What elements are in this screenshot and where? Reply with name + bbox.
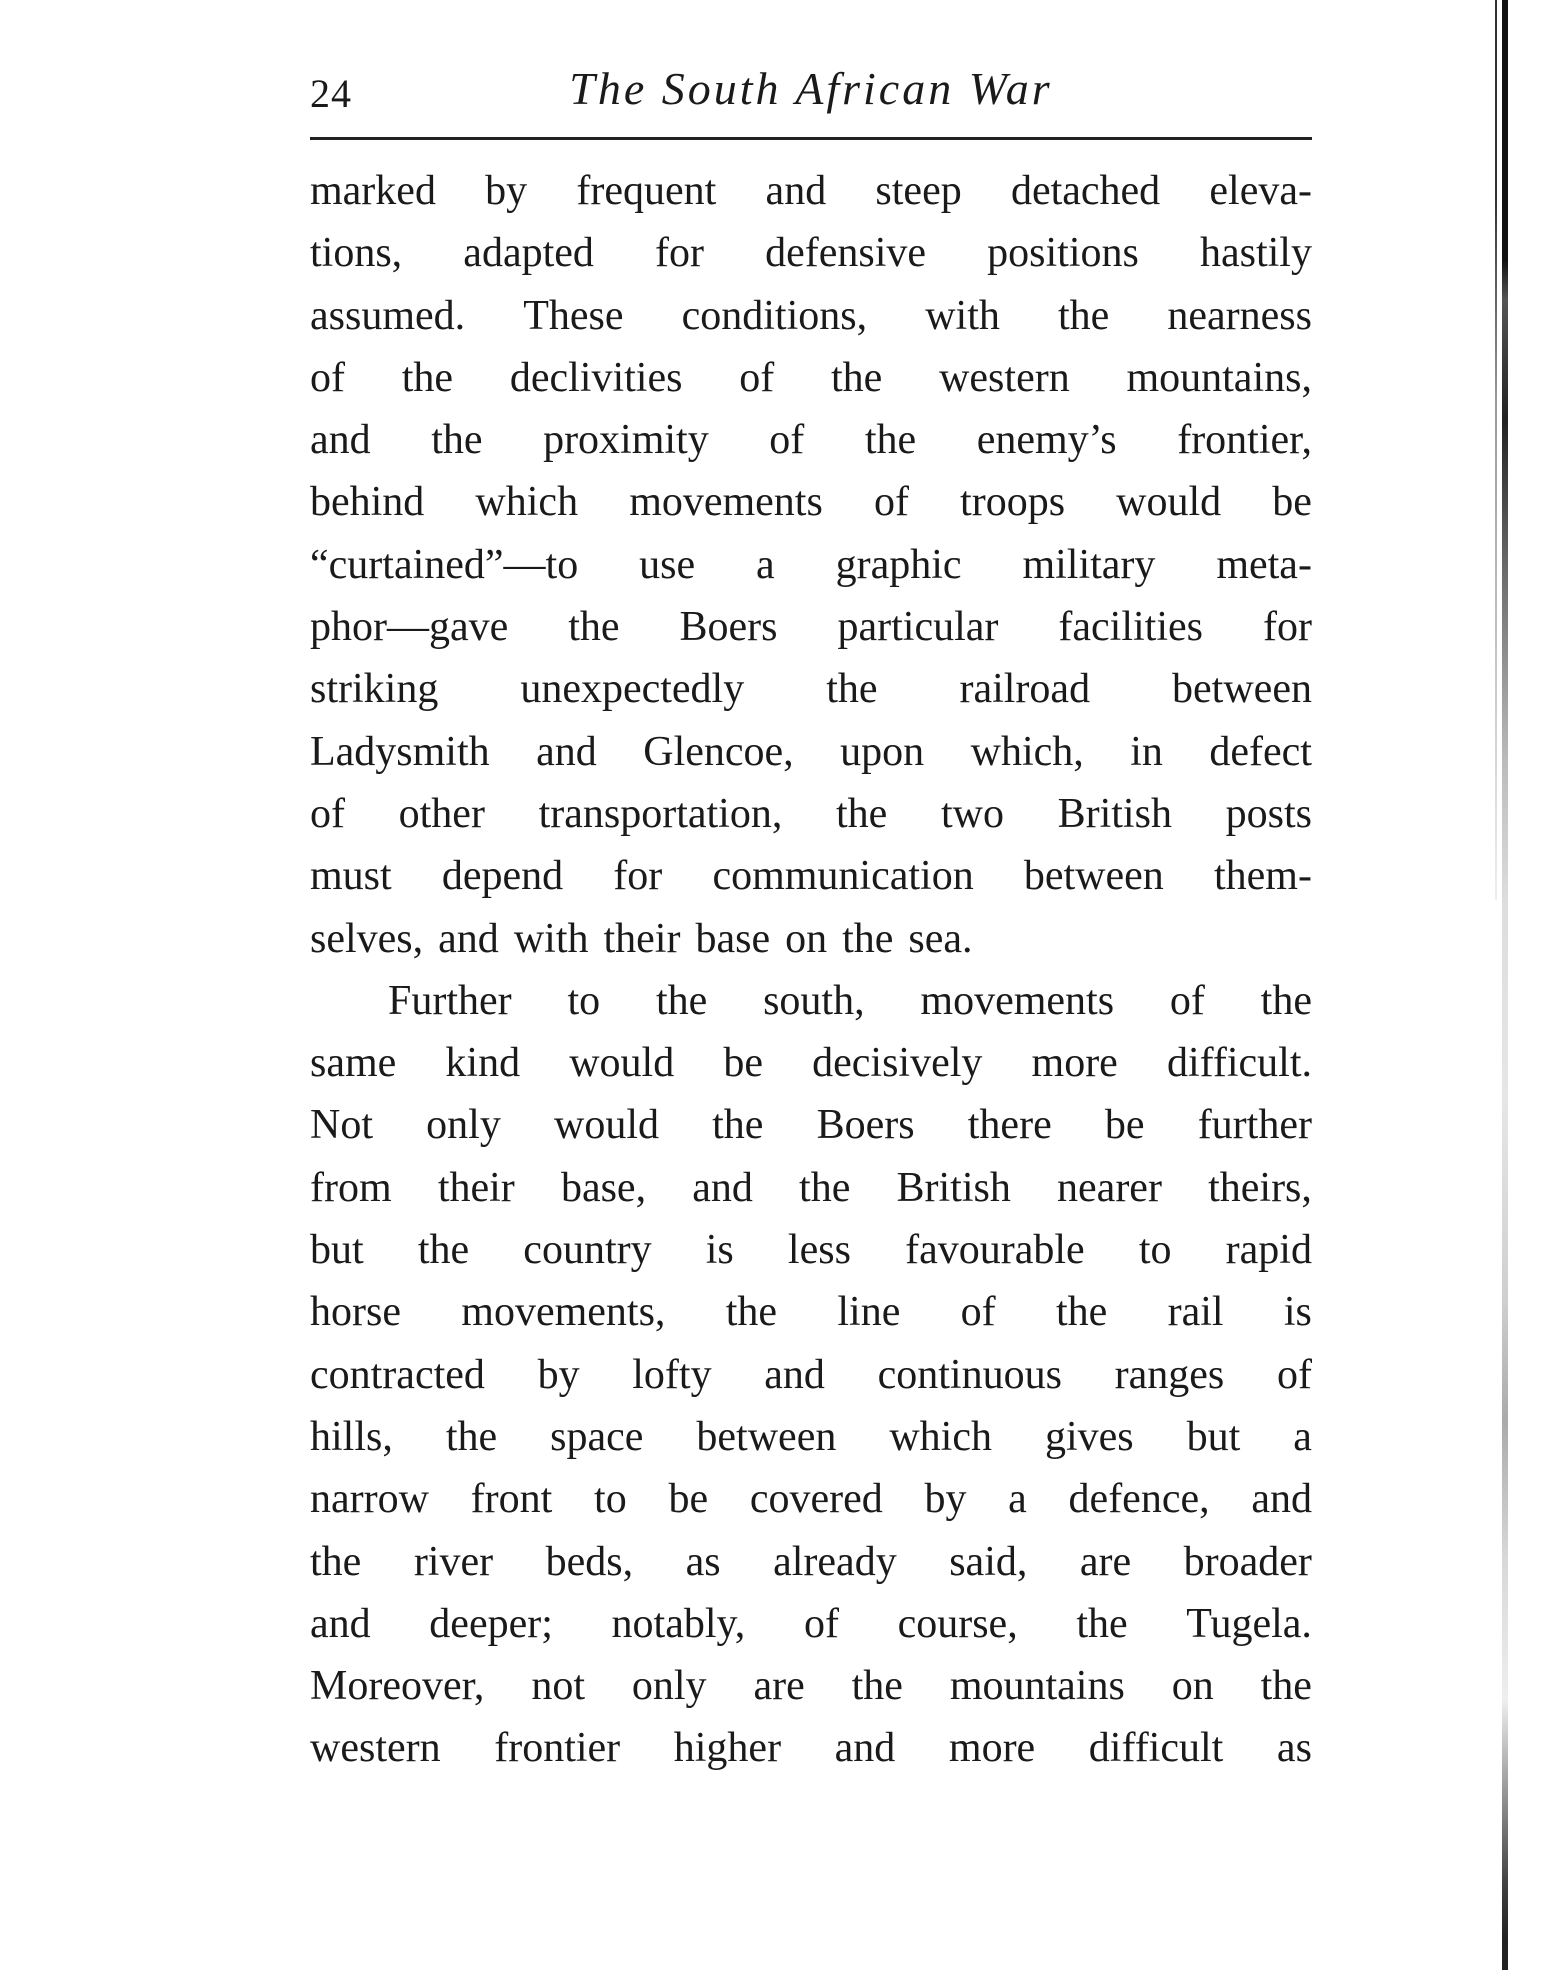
word: behind [310, 479, 425, 526]
text-line [310, 845, 1312, 907]
word: the [831, 354, 883, 401]
word: frontier, [1177, 417, 1312, 464]
word: same [310, 1040, 397, 1087]
word: Tugela. [1186, 1600, 1312, 1647]
word: said, [949, 1538, 1028, 1585]
word: covered [749, 1476, 883, 1523]
word: from [310, 1164, 392, 1211]
text-line [310, 1593, 1312, 1655]
word: and [1251, 1476, 1312, 1523]
word: which, [970, 728, 1084, 775]
word: for [1262, 604, 1312, 651]
word: the [799, 1164, 851, 1211]
text-line [310, 596, 1312, 658]
word: graphic [835, 541, 962, 588]
word: with [513, 915, 589, 962]
text-line [310, 721, 1312, 783]
word: on [1171, 1663, 1214, 1710]
word: is [705, 1227, 734, 1274]
word: of [1276, 1351, 1312, 1398]
text-line [310, 1655, 1312, 1717]
word: but [310, 1227, 364, 1274]
word: by [924, 1476, 967, 1523]
word: their [437, 1164, 515, 1211]
word: upon [840, 728, 925, 775]
word: favourable [905, 1227, 1085, 1274]
word: course, [897, 1600, 1018, 1647]
word: Ladysmith [310, 728, 490, 775]
word: a [756, 541, 775, 588]
word: proximity [543, 417, 709, 464]
word: rail [1167, 1289, 1224, 1336]
word: for [613, 853, 663, 900]
word: difficult [1088, 1725, 1224, 1772]
text-line [310, 160, 1312, 222]
word: and [310, 1600, 371, 1647]
word: notably, [611, 1600, 746, 1647]
word: Boers [816, 1102, 915, 1149]
text-line [310, 1406, 1312, 1468]
word: to [567, 977, 601, 1024]
word: the [310, 1538, 362, 1585]
word: the [1260, 977, 1312, 1024]
word: railroad [959, 666, 1091, 713]
word: unexpectedly [520, 666, 745, 713]
word: only [631, 1663, 707, 1710]
word: western [939, 354, 1070, 401]
word: base, [560, 1164, 647, 1211]
word: between [696, 1413, 837, 1460]
word: lofty [632, 1351, 712, 1398]
word: their [603, 915, 681, 962]
text-line [310, 534, 1312, 596]
page-header [310, 62, 1312, 132]
word: other [398, 790, 485, 837]
word: kind [445, 1040, 521, 1087]
word: military [1022, 541, 1156, 588]
word: are [1079, 1538, 1132, 1585]
word: positions [987, 230, 1139, 277]
text-line [310, 1219, 1312, 1281]
word: narrow [310, 1476, 429, 1523]
word: communication [712, 853, 974, 900]
word: Further [388, 977, 512, 1024]
word: must [310, 853, 392, 900]
word: and [834, 1725, 896, 1772]
word: the [417, 1227, 470, 1274]
word: marked [310, 168, 436, 214]
word: eleva- [1209, 168, 1312, 214]
text-line [310, 471, 1312, 533]
word: “curtained”—to [310, 541, 579, 588]
word: theirs, [1208, 1164, 1312, 1211]
page-number: 24 [310, 71, 352, 116]
word: are [753, 1663, 805, 1710]
word: between [1023, 853, 1164, 900]
word: front [470, 1476, 553, 1523]
word: horse [310, 1289, 401, 1336]
text-line [310, 1717, 1312, 1779]
word: the [712, 1102, 764, 1149]
word: troops [960, 479, 1066, 526]
word: of [310, 354, 345, 401]
word: striking [310, 666, 439, 713]
text-line [310, 222, 1312, 284]
word: decisively [812, 1040, 983, 1087]
running-title: The South African War [569, 63, 1053, 114]
word: use [639, 541, 696, 588]
word: Not [310, 1102, 373, 1149]
word: the [1260, 1663, 1312, 1710]
word: line [837, 1289, 901, 1336]
word: the [445, 1413, 498, 1460]
word: the [836, 790, 888, 837]
text-line [310, 1281, 1312, 1343]
word: difficult. [1166, 1040, 1312, 1087]
word: south, [763, 977, 865, 1024]
word: movements [629, 479, 823, 526]
word: mountains [949, 1663, 1125, 1710]
word: and [692, 1164, 753, 1211]
word: already [773, 1538, 897, 1585]
text-line-paragraph-end [310, 908, 1312, 970]
word: of [1169, 977, 1205, 1024]
word: British [1057, 790, 1172, 837]
word: base [695, 915, 771, 962]
word: tions, [310, 230, 403, 277]
word: a [1008, 1476, 1027, 1523]
word: the [1055, 1289, 1108, 1336]
word: and [765, 168, 827, 214]
word: declivities [509, 354, 683, 401]
word: conditions, [681, 292, 868, 339]
word: be [1104, 1102, 1145, 1149]
word: depend [441, 853, 564, 900]
word: be [723, 1040, 763, 1087]
word: in [1130, 728, 1163, 775]
word: British [896, 1164, 1011, 1211]
text-line-paragraph-start [310, 970, 1312, 1032]
word: of [873, 479, 909, 526]
word: more [948, 1725, 1036, 1772]
word: defect [1209, 728, 1312, 775]
word: the [401, 354, 454, 401]
word: between [1172, 666, 1312, 713]
text-line [310, 1032, 1312, 1094]
word: the [842, 915, 894, 962]
word: These [523, 292, 624, 339]
word: and [438, 915, 499, 962]
text-line [310, 347, 1312, 409]
word: would [1116, 479, 1222, 526]
word: is [1283, 1289, 1312, 1336]
word: as [1276, 1725, 1312, 1772]
word: of [310, 790, 345, 837]
word: frontier [494, 1725, 621, 1772]
body-text [310, 160, 1312, 1780]
word: deeper; [429, 1600, 553, 1647]
word: Boers [679, 604, 778, 651]
word: river [413, 1538, 494, 1585]
word: the [568, 604, 620, 651]
word: and [536, 728, 597, 775]
word: by [537, 1351, 580, 1398]
word: hastily [1199, 230, 1312, 277]
word: more [1031, 1040, 1118, 1087]
word: enemy’s [976, 417, 1117, 464]
text-line [310, 658, 1312, 720]
word: of [739, 354, 775, 401]
word: not [531, 1663, 585, 1710]
word: movements [920, 977, 1115, 1024]
text-line [310, 1157, 1312, 1219]
word: continuous [877, 1351, 1062, 1398]
word: ranges [1114, 1351, 1225, 1398]
word: the [864, 417, 917, 464]
word: nearness [1167, 292, 1312, 339]
word: space [550, 1413, 644, 1460]
word: further [1197, 1102, 1312, 1149]
text-line [310, 1344, 1312, 1406]
word: as [685, 1538, 721, 1585]
word: particular [837, 604, 999, 651]
word: assumed. [310, 292, 466, 339]
word: higher [673, 1725, 782, 1772]
word: be [668, 1476, 709, 1523]
word: facilities [1058, 604, 1203, 651]
word: would [569, 1040, 675, 1087]
word: only [426, 1102, 501, 1149]
word: them- [1213, 853, 1312, 900]
word: of [803, 1600, 839, 1647]
word: to [1138, 1227, 1172, 1274]
word: movements, [461, 1289, 666, 1336]
text-line [310, 1094, 1312, 1156]
word: steep [875, 168, 962, 214]
word: and [310, 417, 371, 464]
word: to [594, 1476, 627, 1523]
text-line [310, 409, 1312, 471]
word: meta- [1216, 541, 1312, 588]
word: the [725, 1289, 778, 1336]
word: selves, [310, 915, 424, 962]
page-edge-shadow [1502, 0, 1508, 1970]
word: there [967, 1102, 1052, 1149]
word: two [940, 790, 1004, 837]
word: Moreover, [310, 1663, 485, 1710]
word: with [925, 292, 1000, 339]
word: posts [1225, 790, 1312, 837]
word: less [787, 1227, 851, 1274]
word: defensive [765, 230, 927, 277]
word: which [889, 1413, 992, 1460]
word: would [553, 1102, 659, 1149]
word: frequent [576, 168, 717, 214]
word: the [655, 977, 708, 1024]
word: Glencoe, [643, 728, 794, 775]
word: detached [1010, 168, 1161, 214]
word: of [960, 1289, 996, 1336]
word: a [1293, 1413, 1312, 1460]
text-line [310, 285, 1312, 347]
header-rule [310, 137, 1312, 140]
text-line [310, 1468, 1312, 1530]
word: for [655, 230, 704, 277]
word: adapted [463, 230, 594, 277]
word: the [431, 417, 483, 464]
page-edge-shadow [1495, 0, 1497, 900]
word: the [851, 1663, 903, 1710]
word: and [764, 1351, 825, 1398]
word: of [769, 417, 805, 464]
word: the [1076, 1600, 1128, 1647]
text-line [310, 783, 1312, 845]
word: transportation, [538, 790, 783, 837]
word: be [1272, 479, 1312, 526]
word: the [826, 666, 878, 713]
word: the [1057, 292, 1110, 339]
word: contracted [310, 1351, 485, 1398]
word: beds, [545, 1538, 634, 1585]
word: country [523, 1227, 652, 1274]
word: sea. [908, 915, 973, 962]
word: by [485, 168, 528, 214]
word: defence, [1068, 1476, 1210, 1523]
word: phor—gave [310, 604, 509, 651]
word: which [475, 479, 579, 526]
word: on [785, 915, 828, 962]
word: but [1186, 1413, 1241, 1460]
word: gives [1044, 1413, 1134, 1460]
text-line [310, 1531, 1312, 1593]
word: broader [1183, 1538, 1312, 1585]
word: hills, [310, 1413, 393, 1460]
word: rapid [1225, 1227, 1312, 1274]
word: western [310, 1725, 441, 1772]
word: mountains, [1126, 354, 1312, 401]
word: nearer [1057, 1164, 1162, 1211]
